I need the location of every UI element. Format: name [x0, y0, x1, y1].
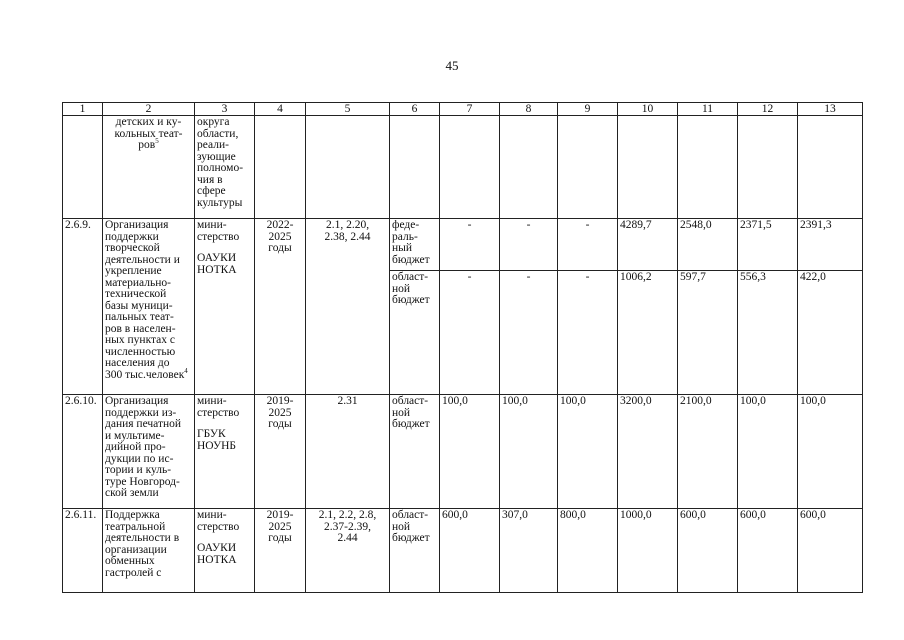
indicators: 2.1, 2.20, 2.38, 2.44 [324, 219, 371, 243]
executor: мини- стерство [197, 219, 240, 243]
header-cell: 11 [678, 103, 738, 116]
table-cell [103, 509, 195, 593]
header-cell: 10 [618, 103, 678, 116]
measure-name: Организация поддержки из- дания печатной и мультиме- дийной про- дукции по ис- тории и куль- туре Новгород- ской земли [105, 395, 182, 499]
value-cell: 2548,0 [678, 219, 738, 271]
table-row [63, 509, 863, 593]
value-cell: 4289,7 [618, 219, 678, 271]
table-cell [390, 271, 440, 395]
executor: мини- стерство [197, 395, 240, 419]
value-cell: 2391,3 [798, 219, 863, 271]
header-row [63, 103, 863, 116]
table-cell [63, 116, 103, 219]
measure-number: 2.6.10. [63, 395, 103, 509]
measure-name: Организация поддержки творческой деятельности и укрепление материально- технической базы муници- пальных теат- ров в населен- ных пунктах с численностью населения до 300 тыс.человек [105, 219, 185, 381]
value-cell: 600,0 [738, 509, 798, 593]
value-cell: - [440, 271, 500, 395]
table-cell [255, 509, 306, 593]
value-cell: 100,0 [440, 395, 500, 509]
executor: округа области, реали- зующие полномо- чия в сфере культуры [197, 116, 244, 209]
table-cell [440, 116, 500, 219]
table-cell [306, 509, 390, 593]
value-cell: 1000,0 [618, 509, 678, 593]
funding-source: феде- раль- ный бюджет [392, 219, 430, 266]
table-cell [678, 116, 738, 219]
value-cell: 556,3 [738, 271, 798, 395]
header-cell: 8 [500, 103, 558, 116]
header-cell: 5 [306, 103, 390, 116]
table-row [63, 219, 863, 271]
header-cell: 13 [798, 103, 863, 116]
indicators: 2.1, 2.2, 2.8, 2.37-2.39, 2.44 [318, 509, 377, 544]
table-cell [390, 395, 440, 509]
table-cell [195, 395, 255, 509]
value-cell: - [558, 271, 618, 395]
table-cell [618, 116, 678, 219]
table-cell [738, 116, 798, 219]
table-cell [390, 219, 440, 271]
table-row [63, 395, 863, 509]
header-cell: 7 [440, 103, 500, 116]
footnote-mark: 4 [184, 366, 188, 375]
measure-name: Поддержка театральной деятельности в организации обменных гастролей с [105, 509, 180, 579]
value-cell: 100,0 [798, 395, 863, 509]
measure-name: детских и ку- кольных теат- ров [114, 116, 183, 151]
table-cell [798, 116, 863, 219]
table-cell [103, 395, 195, 509]
executor-org: ОАУКИ НОТКА [197, 542, 237, 566]
measure-number: 2.6.9. [63, 219, 103, 395]
table-cell [103, 116, 195, 219]
funding-source: област- ной бюджет [392, 509, 430, 544]
header-cell: 6 [390, 103, 440, 116]
table-cell [306, 219, 390, 395]
table-cell [255, 395, 306, 509]
header-cell: 1 [63, 103, 103, 116]
value-cell: - [500, 219, 558, 271]
value-cell: 307,0 [500, 509, 558, 593]
table-cell [195, 509, 255, 593]
footnote-mark: 5 [155, 137, 159, 146]
years: 2019- 2025 годы [266, 395, 294, 430]
table-cell [195, 116, 255, 219]
value-cell: 100,0 [738, 395, 798, 509]
table-cell [306, 395, 390, 509]
value-cell: 600,0 [798, 509, 863, 593]
value-cell: 100,0 [558, 395, 618, 509]
value-cell: 800,0 [558, 509, 618, 593]
executor-org: ОАУКИ НОТКА [197, 252, 237, 276]
table-row [63, 116, 863, 219]
header-cell: 2 [103, 103, 195, 116]
table-cell [255, 116, 306, 219]
value-cell: 1006,2 [618, 271, 678, 395]
value-cell: 100,0 [500, 395, 558, 509]
indicators: 2.31 [337, 395, 358, 407]
header-cell: 12 [738, 103, 798, 116]
years: 2022- 2025 годы [266, 219, 294, 254]
header-cell: 4 [255, 103, 306, 116]
table-cell [306, 116, 390, 219]
measure-number: 2.6.11. [63, 509, 103, 593]
value-cell: 3200,0 [618, 395, 678, 509]
funding-source: област- ной бюджет [392, 271, 430, 306]
table-cell [390, 509, 440, 593]
header-cell: 9 [558, 103, 618, 116]
table-cell [558, 116, 618, 219]
value-cell: 600,0 [440, 509, 500, 593]
executor-org: ГБУК НОУНБ [197, 428, 237, 452]
executor: мини- стерство [197, 509, 240, 533]
value-cell: - [500, 271, 558, 395]
value-cell: 422,0 [798, 271, 863, 395]
table-cell [390, 116, 440, 219]
years: 2019- 2025 годы [266, 509, 294, 544]
header-cell: 3 [195, 103, 255, 116]
value-cell: 597,7 [678, 271, 738, 395]
program-table [62, 102, 863, 593]
value-cell: 2100,0 [678, 395, 738, 509]
funding-source: област- ной бюджет [392, 395, 430, 430]
table-cell [500, 116, 558, 219]
table-cell [195, 219, 255, 395]
value-cell: - [558, 219, 618, 271]
table-cell [255, 219, 306, 395]
table-cell [103, 219, 195, 395]
page-number: 45 [445, 58, 459, 73]
value-cell: 2371,5 [738, 219, 798, 271]
value-cell: - [440, 219, 500, 271]
value-cell: 600,0 [678, 509, 738, 593]
